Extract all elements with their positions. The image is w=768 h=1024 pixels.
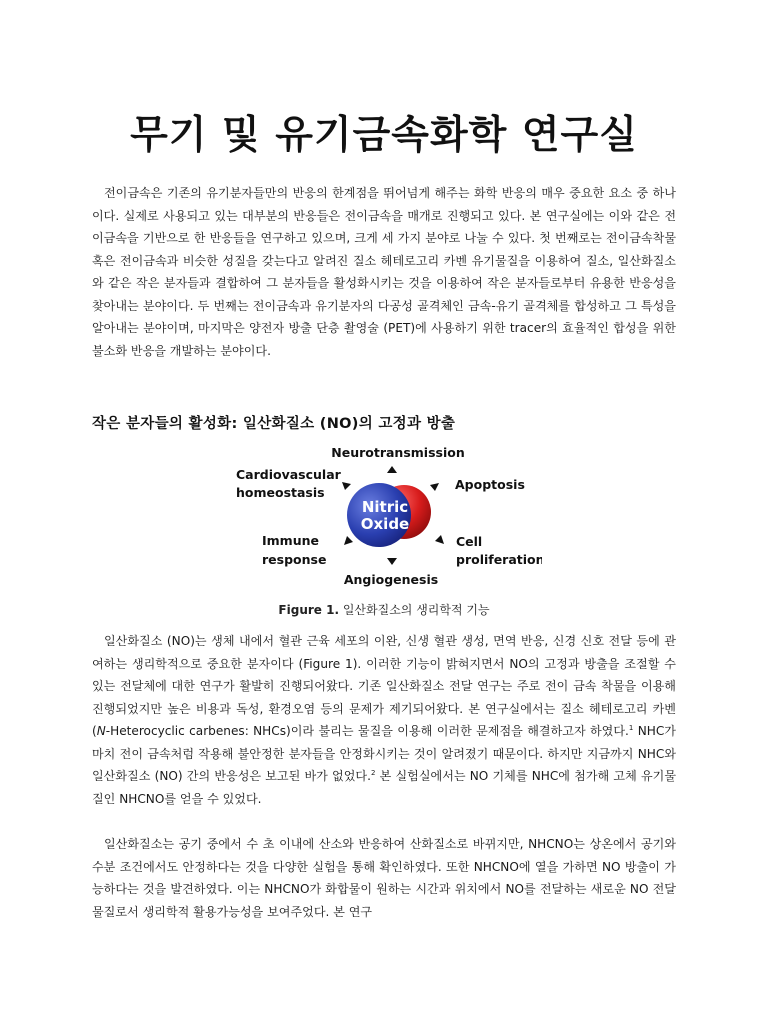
label-apoptosis: Apoptosis [455,477,525,492]
arrow-upper-right [430,483,439,491]
label-proliferation: proliferation [456,552,542,567]
intro-paragraph: 전이금속은 기존의 유기분자들만의 반응의 한계점을 뛰어넘게 해주는 화학 반응의 매우 중요한 요소 중 하나이다. 실제로 사용되고 있는 대부분의 반응들은 전이금속을 매개로 진행되고 있다. 본 연구실에는 이와 같은 전이금속을 기반으로 한 반응들을 연구하고 있으며, 크게 세 가지 분야로 나눌 수 있다. 첫 번째로는 전이금속착물 혹은 전이금속과 비슷한 성질을 갖는다고 알려진 질소 헤테로고리 카벤 유기물질을 이용하여 질소, 일산화질소와 같은 작은 분자들과 결합하여 그 분자들을 활성화시키는 것을 이용하여 작은 분자들로부터 유용한 반응성을 찾아내는 분야이다. 두 번째는 전이금속과 유기분자의 다공성 골격체인 금속-유기 골격체를 합성하고 그 특성을 알아내는 분야이며, 마지막은 양전자 방출 단층 촬영술 (PET)에 사용하기 위한 tracer의 효율적인 합성을 위한 불소화 반응을 개발하는 분야이다. [92,186,676,358]
label-cell: Cell [456,534,483,549]
reference-1: 1 [628,723,634,732]
no-paragraph-part4: 본 실험실에서는 NO 기체를 NHC에 첨가해 고체 유기물질인 NHCNO를 얻을 수 있었다. [92,769,677,806]
label-angiogenesis: Angiogenesis [343,572,439,587]
arrow-down [387,558,397,565]
italic-n: N [96,724,106,738]
center-label-line1: Nitric [361,498,409,516]
nitric-oxide-figure [232,440,542,590]
center-label-line2: Oxide [360,515,410,533]
label-immune: Immune [262,533,319,548]
nhcno-paragraph: 일산화질소는 공기 중에서 수 초 이내에 산소와 반응하여 산화질소로 바뀌지만, NHCNO는 상온에서 공기와 수분 조건에서도 안정하다는 것을 다양한 실험을 통해 확인하였다. 또한 NHCNO에 열을 가하면 NO 방출이 가능하다는 것을 발견하였다. 이는 NHCNO가 화합물이 원하는 시간과 위치에서 NO를 전달하는 새로운 NO 전달물질로서 생리학적 활용가능성을 보여주었다. 본 연구 [92,837,676,919]
reference-2: 2 [370,768,376,777]
no-paragraph-part3: NHC가 마치 전이 금속처럼 작용해 불안정한 분자들을 안정화시키는 것이 알려졌기 때문이다. 하지만 지금까지 NHC와 일산화질소 (NO) 간의 반응성은 보고된 바가 없었다. [92,724,676,783]
no-paragraph-part1: 일산화질소 (NO)는 생체 내에서 혈관 근육 세포의 이완, 신생 혈관 생성, 면역 반응, 신경 신호 전달 등에 관여하는 생리학적으로 중요한 분자이다 (Figure 1). 이러한 기능이 밝혀지면서 NO의 고정과 방출을 조절할 수 있는 전달체에 대한 연구가 활발히 진행되어왔다. 기존 일산화질소 전달 연구는 주로 전이 금속 착물을 이용해 진행되었지만 높은 비용과 독성, 환경오염 등의 문제가 제기되어왔다. 본 연구실에서는 질소 헤테로고리 카벤 ( [92,634,676,738]
arrow-up [387,466,397,473]
figure-caption [92,601,676,618]
no-paragraph [92,630,676,810]
label-homeostasis: homeostasis [236,485,325,500]
label-cardiovascular: Cardiovascular [236,467,341,482]
label-neurotransmission: Neurotransmission [331,445,465,460]
no-paragraph-part2: -Heterocyclic carbenes: NHCs)이라 불리는 물질을 이용해 이러한 문제점을 해결하고자 하였다. [105,724,629,738]
arrow-lower-right [435,535,444,544]
figure-caption-text: 일산화질소의 생리학적 기능 [339,603,490,617]
arrow-upper-left [342,482,351,490]
section-heading: 작은 분자들의 활성화: 일산화질소 (NO)의 고정과 방출 [92,416,456,432]
figure-caption-label: Figure 1. [278,603,340,617]
arrow-lower-left [344,536,353,545]
page-title: 무기 및 유기금속화학 연구실 [130,113,638,158]
nitric-oxide-diagram [232,440,542,590]
label-response: response [262,552,327,567]
